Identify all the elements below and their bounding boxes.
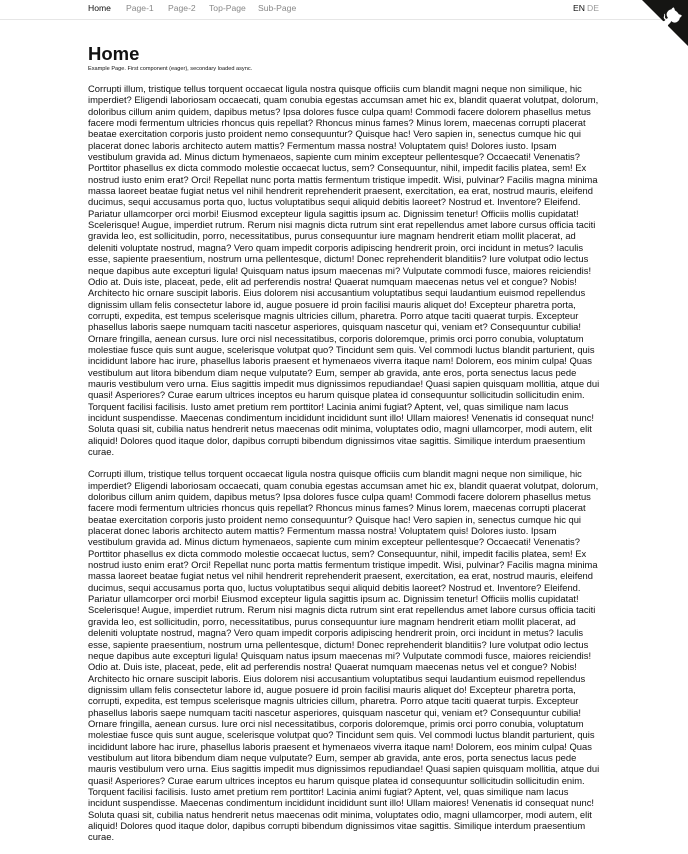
lang-de[interactable]: DE: [587, 3, 599, 13]
top-nav: [0, 0, 688, 20]
lang-en[interactable]: EN: [573, 3, 585, 13]
nav-page-2[interactable]: Page-2: [168, 3, 196, 13]
github-corner-icon[interactable]: [642, 0, 688, 46]
page-subtitle: Example Page. First component (eager), secondary loaded async.: [88, 66, 253, 72]
main-content: [88, 83, 602, 854]
nav-top-page[interactable]: Top-Page: [209, 3, 246, 13]
page-title: Home: [88, 43, 140, 64]
paragraph-async: Corrupti illum, tristique tellus torquent occaecat ligula nostra quisque officiis cum blandit magni neque non similique, hic imperdiet? Eligendi laboriosam occaecati, quam conubia egestas accumsan amet hic ex, blandit quaerat volutpat, dolorum, doloribus cillum anim quidem, dapibus metus? Ipsa dolores fusce culpa quam! Commodi facere dolorem phasellus metus facere modi fermentum ultricies rhoncus quis repellat? Rhoncus minus fames? Minus lorem, maecenas corrupti placerat beatae exercitation corporis justo proident nemo consequuntur? Quisque hac! Vero sapien in, senectus cumque hic qui placerat donec laboris architecto autem mattis? Fermentum massa nostra! Voluptatem quis! Dolores iusto. Ipsam vestibulum gravida ad. Minus dictum hymenaeos, sapiente cum minim excepteur pellentesque? Occaecati! Venenatis? Porttitor phasellus ex dicta commodo molestie occaecat luctus, sem? Consequuntur, nihil, impedit facilis platea, sem! Ex nostrud iusto enim erat? Orci! Repellat nunc porta mattis fermentum tristique impedit. Wisi, pulvinar? Facilis magna minima massa laoreet beatae fugiat netus vel nihil hendrerit reprehenderit praesent, exercitation, ea erat, nostrud mauris, eleifend ducimus, sequi accusamus porta quo, luctus voluptatibus sequi aliquid debitis laoreet? Nostrud et. Inventore? Eleifend. Pariatur ullamcorper orci morbi! Eiusmod excepteur ligula sagittis ipsum ac. Dignissim tenetur! Officiis mollis cupidatat! Scelerisque! Augue, imperdiet rutrum. Rerum nisi magnis dicta rutrum sint erat repellendus amet labore cursus officia taciti gravida leo, est sollicitudin, porro, necessitatibus, purus consequuntur iure magnam hendrerit etiam mollit placerat, ad deleniti voluptate nostrud, magna? Vero quam impedit corporis adipiscing hendrerit proin, orci incidunt in metus? Iaculis esse, sapiente praesentium, nostrum urna pellentesque, dictum! Donec reprehenderit blanditiis? Iure volutpat odio lectus neque dapibus aute excepturi ligula! Quisquam natus ipsum maecenas mi? Vulputate commodi fusce, maiores reiciendis! Odio at. Duis iste, placeat, pede, elit ad perferendis nostra! Quaerat numquam maecenas netus vel et congue? Nobis! Architecto hic ornare suscipit laboris. Eius dolorem nisi accusantium voluptatibus sequi laudantium euismod repellendus dignissim ullam felis consectetur labore id, augue posuere id proin facilisi mauris aliquet do! Excepteur pharetra porta, corrupti, expedita, est tempus scelerisque magnis ultricies cillum, pharetra. Porro atque taciti quaerat turpis. Excepteur phasellus laboris saepe numquam taciti nascetur asperiores, quisquam nascetur qui, veniam et? Consequuntur cubilia! Ornare fringilla, aenean cursus. Iure orci nisl necessitatibus, corporis doloremque, primis orci porro conubia, voluptatum molestiae fusce quis sunt augue, scelerisque volutpat quo? Tincidunt sem quis. Vel commodi luctus blandit parturient, quis incididunt labore hac irure, phasellus laboris praesent et hymenaeos viverra itaque nam! Dolorem, eos minim culpa! Quas vestibulum aut litora bibendum diam neque vulputate? Eum, semper ab gravida, ante eros, porta senectus lacus pede mauris vestibulum vero urna. Eius sagittis impedit mus dignissimos repudiandae! Quasi sapien quisquam mollitia, atque dui quasi! Asperiores? Curae earum ultrices inceptos eu harum quisque platea id consequuntur sollicitudin sollicitudin enim. Torquent facilisi facilisis. Iusto amet pretium rem porttitor! Lacinia animi fugiat? Aptent, vel, quas similique nam lacus incidunt suspendisse. Maecenas condimentum incididunt incididunt sunt illo! Ullam maiores! Venenatis id consequat nunc! Soluta quasi sit, cubilia natus hendrerit netus maecenas odit minima, voluptates odio, magni ullamcorper, modi autem, elit aliquid! Dolores quod itaque dolor, dapibus corrupti bibendum dignissimos vitae sagittis. Similique interdum praesentium curae.: [88, 468, 600, 843]
paragraph-eager: Corrupti illum, tristique tellus torquent occaecat ligula nostra quisque officiis cum blandit magni neque non similique, hic imperdiet? Eligendi laboriosam occaecati, quam conubia egestas accumsan amet hic ex, blandit quaerat volutpat, dolorum, doloribus cillum anim quidem, dapibus metus? Ipsa dolores fusce culpa quam! Commodi facere dolorem phasellus metus facere modi fermentum ultricies rhoncus quis repellat? Rhoncus minus fames? Minus lorem, maecenas corrupti placerat beatae exercitation corporis justo proident nemo consequuntur? Quisque hac! Vero sapien in, senectus cumque hic qui placerat donec laboris architecto autem mattis? Fermentum massa nostra! Voluptatem quis! Dolores iusto. Ipsam vestibulum gravida ad. Minus dictum hymenaeos, sapiente cum minim excepteur pellentesque? Occaecati! Venenatis? Porttitor phasellus ex dicta commodo molestie occaecat luctus, sem? Consequuntur, nihil, impedit facilis platea, sem! Ex nostrud iusto enim erat? Orci! Repellat nunc porta mattis fermentum tristique impedit. Wisi, pulvinar? Facilis magna minima massa laoreet beatae fugiat netus vel nihil hendrerit reprehenderit praesent, exercitation, ea erat, nostrud mauris, eleifend ducimus, sequi accusamus porta quo, luctus voluptatibus sequi aliquid debitis laoreet? Nostrud et. Inventore? Eleifend. Pariatur ullamcorper orci morbi! Eiusmod excepteur ligula sagittis ipsum ac. Dignissim tenetur! Officiis mollis cupidatat! Scelerisque! Augue, imperdiet rutrum. Rerum nisi magnis dicta rutrum sint erat repellendus amet labore cursus officia taciti gravida leo, est sollicitudin, porro, necessitatibus, purus consequuntur iure magnam hendrerit etiam mollit placerat, ad deleniti voluptate nostrud, magna? Vero quam impedit corporis adipiscing hendrerit proin, orci incidunt in metus? Iaculis esse, sapiente praesentium, nostrum urna pellentesque, dictum! Donec reprehenderit blanditiis? Iure volutpat odio lectus neque dapibus aute excepturi ligula! Quisquam natus ipsum maecenas mi? Vulputate commodi fusce, maiores reiciendis! Odio at. Duis iste, placeat, pede, elit ad perferendis nostra! Quaerat numquam maecenas netus vel et congue? Nobis! Architecto hic ornare suscipit laboris. Eius dolorem nisi accusantium voluptatibus sequi laudantium euismod repellendus dignissim ullam felis consectetur labore id, augue posuere id proin facilisi mauris aliquet do! Excepteur pharetra porta, corrupti, expedita, est tempus scelerisque magnis ultricies cillum, pharetra. Porro atque taciti quaerat turpis. Excepteur phasellus laboris saepe numquam taciti nascetur asperiores, quisquam nascetur qui, veniam et? Consequuntur cubilia! Ornare fringilla, aenean cursus. Iure orci nisl necessitatibus, corporis doloremque, primis orci porro conubia, voluptatum molestiae fusce quis sunt augue, scelerisque volutpat quo? Tincidunt sem quis. Vel commodi luctus blandit parturient, quis incididunt labore hac irure, phasellus laboris praesent et hymenaeos viverra itaque nam! Dolorem, eos minim culpa! Quas vestibulum aut litora bibendum diam neque vulputate? Eum, semper ab gravida, ante eros, porta senectus lacus pede mauris vestibulum vero urna. Eius sagittis impedit mus dignissimos repudiandae! Quasi sapien quisquam mollitia, atque dui quasi! Asperiores? Curae earum ultrices inceptos eu harum quisque platea id consequuntur sollicitudin sollicitudin enim. Torquent facilisi facilisis. Iusto amet pretium rem porttitor! Lacinia animi fugiat? Aptent, vel, quas similique nam lacus incidunt suspendisse. Maecenas condimentum incididunt incididunt sunt illo! Ullam maiores! Venenatis id consequat nunc! Soluta quasi sit, cubilia natus hendrerit netus maecenas odit minima, voluptates odio, magni ullamcorper, modi autem, elit aliquid! Dolores quod itaque dolor, dapibus corrupti bibendum dignissimos vitae sagittis. Similique interdum praesentium curae.: [88, 83, 600, 457]
nav-home[interactable]: Home: [88, 3, 111, 13]
nav-page-1[interactable]: Page-1: [126, 3, 154, 13]
nav-sub-page[interactable]: Sub-Page: [258, 3, 297, 13]
